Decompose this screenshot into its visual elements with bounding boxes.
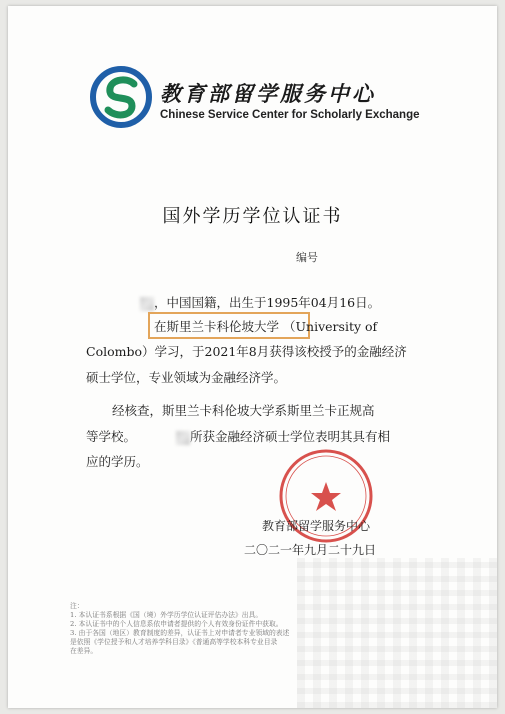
number-label: 编号 xyxy=(296,251,318,264)
cscse-logo-icon xyxy=(90,66,152,128)
security-pattern xyxy=(297,558,497,708)
certificate-title: 国外学历学位认证书 xyxy=(162,206,343,227)
notes-label: 注： xyxy=(70,602,84,610)
body-para2-line-3: 应的学历。 xyxy=(86,454,149,469)
seal-star-icon xyxy=(311,482,341,511)
body-line-2 xyxy=(154,317,377,335)
certificate-page xyxy=(8,6,497,708)
org-name-en: Chinese Service Center for Scholarly Exchange xyxy=(160,109,420,121)
body-para2-line-1: 经核查，斯里兰卡科伦坡大学系斯里兰卡正规高 xyxy=(112,403,375,418)
university-name-cn: 在斯里兰卡科伦坡大学 xyxy=(154,319,280,334)
body-line-4: 硕士学位，专业领域为金融经济学。 xyxy=(86,370,287,385)
university-name-en: （University of xyxy=(283,319,378,334)
body-line-3: Colombo）学习，于2021年8月获得该校授予的金融经济 xyxy=(86,344,407,359)
issue-date: 二〇二一年九月二十九日 xyxy=(244,543,377,557)
body-para2-line-2: 等学校。 所获金融经济硕士学位表明其具有相 xyxy=(86,429,391,444)
note-item: 2. 本认证书中的个人信息系依申请者提供的个人有效身份证件中获取。 xyxy=(70,620,283,628)
footnotes xyxy=(70,602,289,656)
redacted-name xyxy=(140,297,154,311)
org-name-cn: 教育部留学服务中心 xyxy=(160,81,376,106)
body-line-1: ，中国国籍，出生于1995年04月16日。 xyxy=(140,293,380,311)
note-item: 是依照《学位授予和人才培养学科目录》《普通高等学校本科专业目录 xyxy=(70,638,278,646)
redacted-name xyxy=(176,431,190,445)
note-item: 1. 本认证书系根据《国（境）外学历学位认证评估办法》出具。 xyxy=(70,611,263,619)
note-item: 3. 由于各国（地区）教育制度的差异，认证书上对申请者专业领域的表述 xyxy=(70,629,290,637)
note-item: 在差异。 xyxy=(70,647,98,655)
issuer-name: 教育部留学服务中心 xyxy=(262,519,371,533)
